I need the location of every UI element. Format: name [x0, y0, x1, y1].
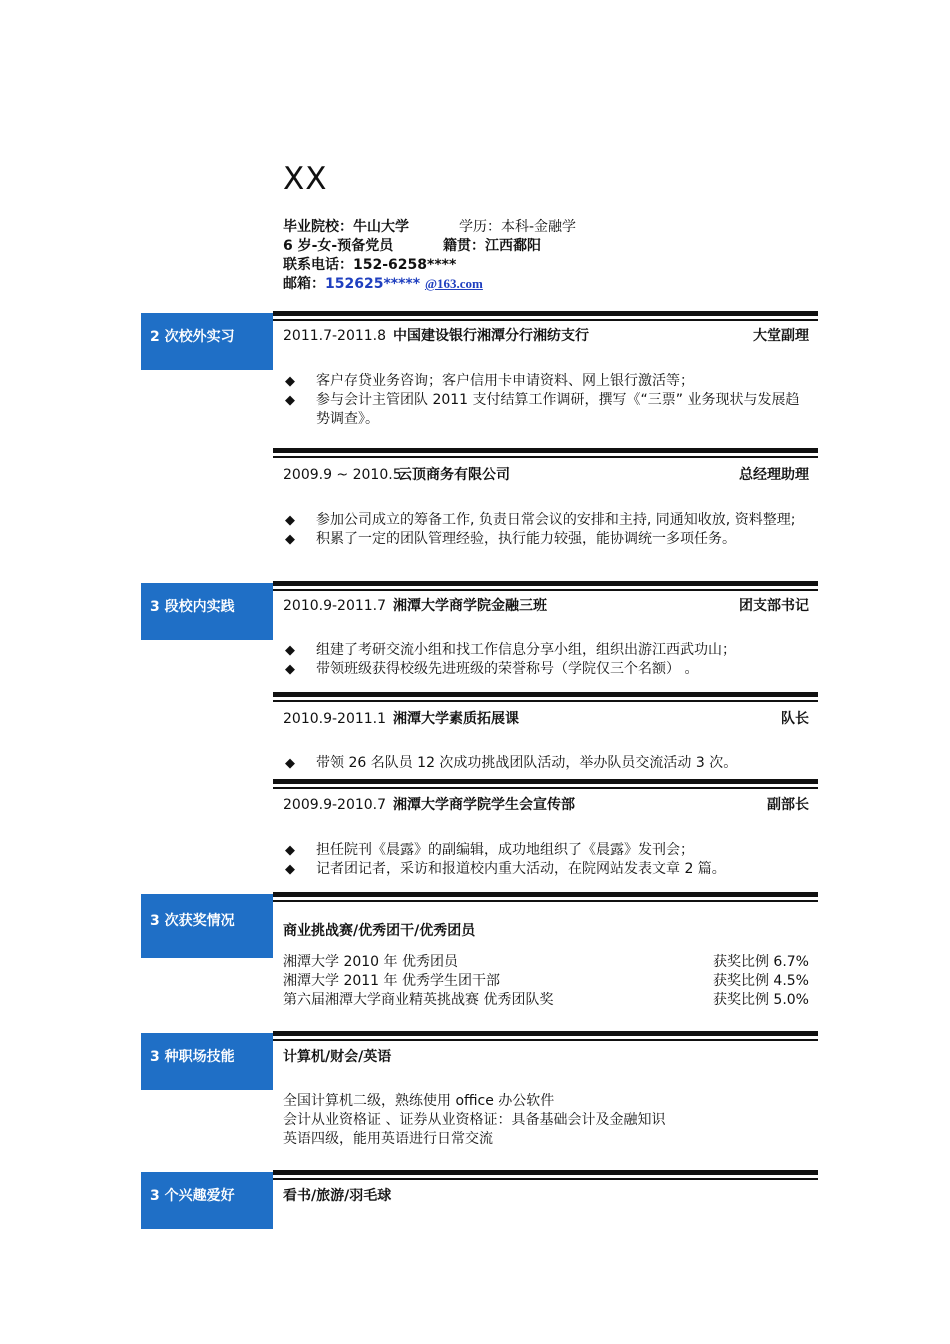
job-role: 总经理助理 — [739, 467, 809, 483]
list-item: ◆ 参加公司成立的筹备工作, 负责日常会议的安排和主持, 同通知收放, 资料整理; — [285, 512, 796, 528]
job-row — [283, 597, 809, 615]
job-role: 大堂副理 — [753, 328, 809, 344]
list-item: ◆ 参与会计主管团队 2011 支付结算工作调研，撰写《“三票” 业务现状与发展趋 — [285, 392, 800, 408]
list-item: 会计从业资格证 、证券从业资格证：具备基础会计及金融知识 — [283, 1112, 666, 1128]
section-tag-campus: 3 段校内实践 — [141, 583, 273, 640]
job-org: 湘潭大学素质拓展课 — [393, 711, 519, 727]
school-text: 毕业院校：牛山大学 — [283, 219, 409, 235]
list-item: 第六届湘潭大学商业精英挑战赛 优秀团队奖 获奖比例 5.0% — [283, 992, 809, 1008]
email-label: 邮箱： — [283, 276, 325, 292]
job-divider — [273, 448, 818, 458]
list-item: ◆ 带领 26 名队员 12 次成功挑战团队活动，举办队员交流活动 3 次。 — [285, 755, 738, 771]
email-link[interactable]: @163.com — [424, 276, 483, 291]
diamond-bullet-icon: ◆ — [285, 662, 295, 677]
degree-text: 学历：本科-金融学 — [459, 219, 577, 235]
list-item: ◆ 带领班级获得校级先进班级的荣誉称号（学院仅三个名额） 。 — [285, 661, 699, 677]
list-item: ◆ 客户存贷业务咨询；客户信用卡申请资料、网上银行激活等； — [285, 373, 694, 389]
bullet-list — [283, 511, 813, 549]
job-date: 2010.9-2011.7 — [283, 598, 387, 614]
section-tag-internship: 2 次校外实习 — [141, 313, 273, 370]
list-item: ◆ 积累了一定的团队管理经验，执行能力较强，能协调统一多项任务。 — [285, 531, 736, 547]
diamond-bullet-icon: ◆ — [285, 756, 295, 771]
section-rule — [273, 581, 818, 591]
list-item: 湘潭大学 2011 年 优秀学生团干部 获奖比例 4.5% — [283, 973, 809, 989]
diamond-bullet-icon: ◆ — [285, 643, 295, 658]
list-item: ◆ 组建了考研交流小组和找工作信息分享小组，组织出游江西武功山； — [285, 642, 736, 658]
job-divider — [273, 779, 818, 789]
section-rule — [273, 892, 818, 902]
diamond-bullet-icon: ◆ — [285, 513, 295, 528]
list-item: 英语四级，能用英语进行日常交流 — [283, 1131, 493, 1147]
bullet-list — [283, 641, 813, 679]
section-tag-skills: 3 种职场技能 — [141, 1033, 273, 1090]
job-role: 副部长 — [767, 797, 809, 813]
section-tag-hobbies: 3 个兴趣爱好 — [141, 1172, 273, 1229]
list-item: 湘潭大学 2010 年 优秀团员 获奖比例 6.7% — [283, 954, 809, 970]
job-role: 队长 — [781, 711, 809, 727]
section-tag-awards: 3 次获奖情况 — [141, 894, 273, 958]
profile-text: 6 岁-女-预备党员 — [283, 238, 394, 254]
bullet-list — [283, 841, 813, 879]
award-list — [283, 953, 809, 1010]
list-item-continuation: 势调查》。 — [316, 411, 379, 427]
list-item: ◆ 记者团记者，采访和报道校内重大活动，在院网站发表文章 2 篇。 — [285, 861, 726, 877]
resume-name: XX — [283, 161, 328, 197]
skills-list — [283, 1092, 665, 1149]
list-item: 全国计算机二级，熟练使用 office 办公软件 — [283, 1093, 555, 1109]
email-value: 152625***** — [325, 276, 421, 292]
hobbies-subtitle: 看书/旅游/羽毛球 — [283, 1188, 392, 1204]
diamond-bullet-icon: ◆ — [285, 862, 295, 877]
hometown-text: 籍贯：江西鄱阳 — [443, 238, 541, 254]
job-org: 中国建设银行湘潭分行湘纺支行 — [393, 328, 589, 344]
job-date: 2009.9 ~ 2010.5 — [283, 467, 402, 483]
section-rule — [273, 311, 818, 321]
diamond-bullet-icon: ◆ — [285, 532, 295, 547]
bullet-list — [283, 754, 813, 773]
diamond-bullet-icon: ◆ — [285, 374, 295, 389]
job-org: 湘潭大学商学院学生会宣传部 — [393, 797, 575, 813]
bullet-list — [283, 372, 813, 429]
job-org: 云顶商务有限公司 — [398, 467, 510, 483]
job-row — [283, 466, 809, 484]
skills-subtitle: 计算机/财会/英语 — [283, 1049, 392, 1065]
info-line-1 — [283, 218, 577, 236]
info-line-2 — [283, 237, 541, 255]
job-row — [283, 327, 809, 345]
awards-subtitle: 商业挑战赛/优秀团干/优秀团员 — [283, 923, 476, 939]
job-date: 2010.9-2011.1 — [283, 711, 387, 727]
job-row — [283, 710, 809, 728]
email-line — [283, 275, 483, 293]
job-row — [283, 796, 809, 814]
section-rule — [273, 1170, 818, 1180]
job-role: 团支部书记 — [739, 598, 809, 614]
section-rule — [273, 1031, 818, 1041]
phone-text: 联系电话：152-6258**** — [283, 257, 457, 273]
job-divider — [273, 692, 818, 702]
list-item: ◆ 担任院刊《晨露》的副编辑，成功地组织了《晨露》发刊会； — [285, 842, 694, 858]
diamond-bullet-icon: ◆ — [285, 393, 295, 408]
diamond-bullet-icon: ◆ — [285, 843, 295, 858]
job-date: 2009.9-2010.7 — [283, 797, 387, 813]
job-date: 2011.7-2011.8 — [283, 328, 387, 344]
job-org: 湘潭大学商学院金融三班 — [393, 598, 547, 614]
